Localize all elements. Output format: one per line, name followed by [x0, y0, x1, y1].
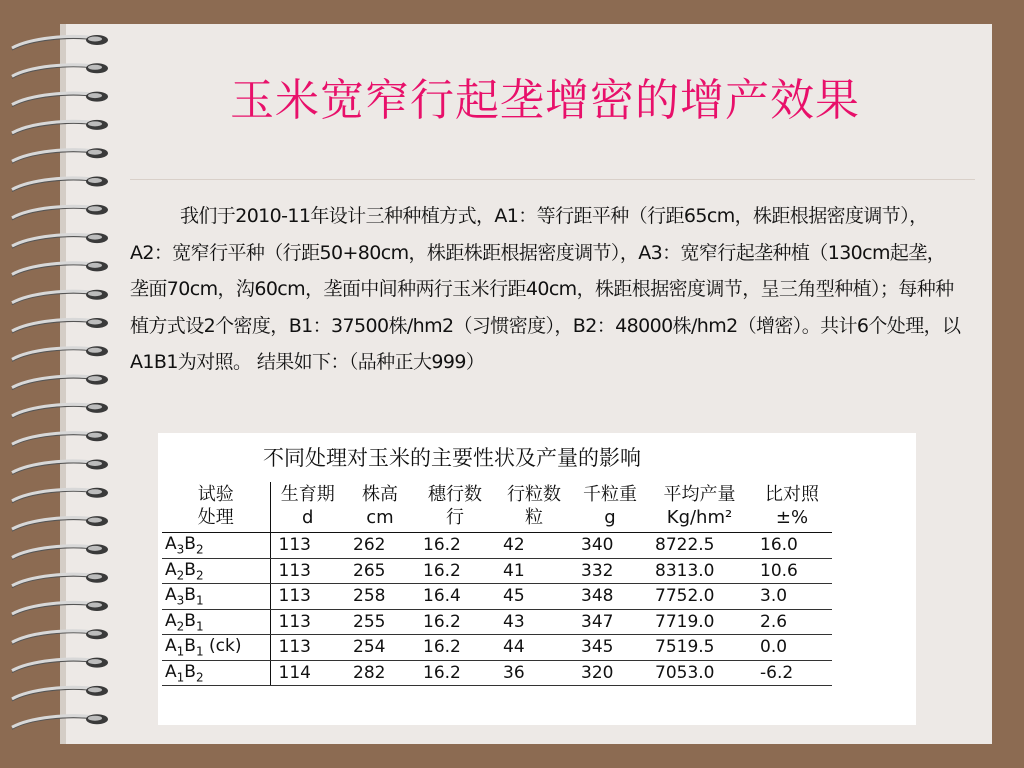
header-cell: 穗行数 行	[415, 482, 495, 533]
table-row	[162, 609, 832, 635]
value-cell: 16.4	[415, 584, 495, 610]
header-cell: 株高 cm	[345, 482, 415, 533]
figure-title: 不同处理对玉米的主要性状及产量的影响	[263, 446, 641, 470]
header-cell: 行粒数 粒	[495, 482, 573, 533]
treatment-cell: $A_3B_1$	[162, 584, 270, 610]
value-cell: 42	[495, 533, 573, 559]
binding-ring	[12, 290, 108, 305]
value-cell: 16.2	[415, 533, 495, 559]
value-cell: 258	[345, 584, 415, 610]
treatment-cell: $A_1B_1$ (ck)	[162, 635, 270, 661]
binding-ring	[12, 375, 108, 390]
value-cell: 44	[495, 635, 573, 661]
value-cell: 113	[270, 558, 345, 584]
value-cell: 43	[495, 609, 573, 635]
value-cell: 7752.0	[647, 584, 752, 610]
value-cell: 0.0	[752, 635, 832, 661]
binding-ring	[12, 431, 108, 446]
binding-ring	[12, 403, 108, 418]
value-cell: 36	[495, 660, 573, 686]
value-cell: 113	[270, 635, 345, 661]
table-row	[162, 558, 832, 584]
value-cell: 254	[345, 635, 415, 661]
value-cell: 16.2	[415, 558, 495, 584]
slide-title: 玉米宽窄行起垄增密的增产效果	[230, 75, 860, 126]
value-cell: 340	[573, 533, 647, 559]
table-figure	[158, 433, 916, 725]
value-cell: 10.6	[752, 558, 832, 584]
value-cell: 2.6	[752, 609, 832, 635]
table-row	[162, 660, 832, 686]
header-cell: 试验 处理	[162, 482, 270, 533]
treatment-cell: $A_2B_1$	[162, 609, 270, 635]
value-cell: 262	[345, 533, 415, 559]
results-table	[162, 482, 832, 686]
binding-ring	[12, 35, 108, 50]
binding-ring	[12, 658, 108, 673]
value-cell: 3.0	[752, 584, 832, 610]
binding-ring	[12, 346, 108, 361]
value-cell: -6.2	[752, 660, 832, 686]
value-cell: 113	[270, 584, 345, 610]
value-cell: 7519.5	[647, 635, 752, 661]
value-cell: 41	[495, 558, 573, 584]
value-cell: 7719.0	[647, 609, 752, 635]
paragraph-text: 我们于2010-11年设计三种种植方式，A1：等行距平种（行距65cm，株距根据密度调节），A2：宽窄行平种（行距50+80cm，株距株距根据密度调节），A3：宽窄行起垄种植（130cm起垄，垄面70cm，沟60cm，垄面中间种两行玉米行距40cm，株距根据密度调节，呈三角型种植）；每种种植方式设2个密度，B1：37500株/hm2（习惯密度），B2：48000株/hm2（增密）。共计6个处理，以A1B1为对照。 结果如下：（品种正大999）	[130, 205, 961, 373]
binding-ring	[12, 544, 108, 559]
table-header-row	[162, 482, 832, 533]
binding-ring	[12, 601, 108, 616]
binding-ring	[12, 233, 108, 248]
header-cell: 比对照 ±%	[752, 482, 832, 533]
value-cell: 45	[495, 584, 573, 610]
table-row	[162, 533, 832, 559]
value-cell: 16.0	[752, 533, 832, 559]
value-cell: 265	[345, 558, 415, 584]
binding-ring	[12, 261, 108, 276]
binding-ring	[12, 205, 108, 220]
value-cell: 16.2	[415, 660, 495, 686]
header-cell: 平均产量 Kg/hm²	[647, 482, 752, 533]
binding-ring	[12, 629, 108, 644]
binding-ring	[12, 488, 108, 503]
binding-ring	[12, 148, 108, 163]
binding-ring	[12, 318, 108, 333]
treatment-cell: $A_1B_2$	[162, 660, 270, 686]
table-row	[162, 635, 832, 661]
value-cell: 282	[345, 660, 415, 686]
value-cell: 16.2	[415, 635, 495, 661]
value-cell: 320	[573, 660, 647, 686]
binding-ring	[12, 516, 108, 531]
value-cell: 332	[573, 558, 647, 584]
value-cell: 7053.0	[647, 660, 752, 686]
binding-ring	[12, 177, 108, 192]
binding-ring	[12, 460, 108, 475]
binding-ring	[12, 714, 108, 729]
value-cell: 347	[573, 609, 647, 635]
value-cell: 114	[270, 660, 345, 686]
body-paragraph	[130, 198, 962, 381]
header-cell: 生育期 d	[270, 482, 345, 533]
binding-ring	[12, 686, 108, 701]
treatment-cell: $A_3B_2$	[162, 533, 270, 559]
treatment-cell: $A_2B_2$	[162, 558, 270, 584]
binding-ring	[12, 573, 108, 588]
value-cell: 16.2	[415, 609, 495, 635]
value-cell: 348	[573, 584, 647, 610]
title-divider	[130, 179, 975, 180]
value-cell: 8722.5	[647, 533, 752, 559]
value-cell: 255	[345, 609, 415, 635]
value-cell: 113	[270, 533, 345, 559]
value-cell: 345	[573, 635, 647, 661]
value-cell: 8313.0	[647, 558, 752, 584]
header-cell: 千粒重 g	[573, 482, 647, 533]
value-cell: 113	[270, 609, 345, 635]
table-row	[162, 584, 832, 610]
